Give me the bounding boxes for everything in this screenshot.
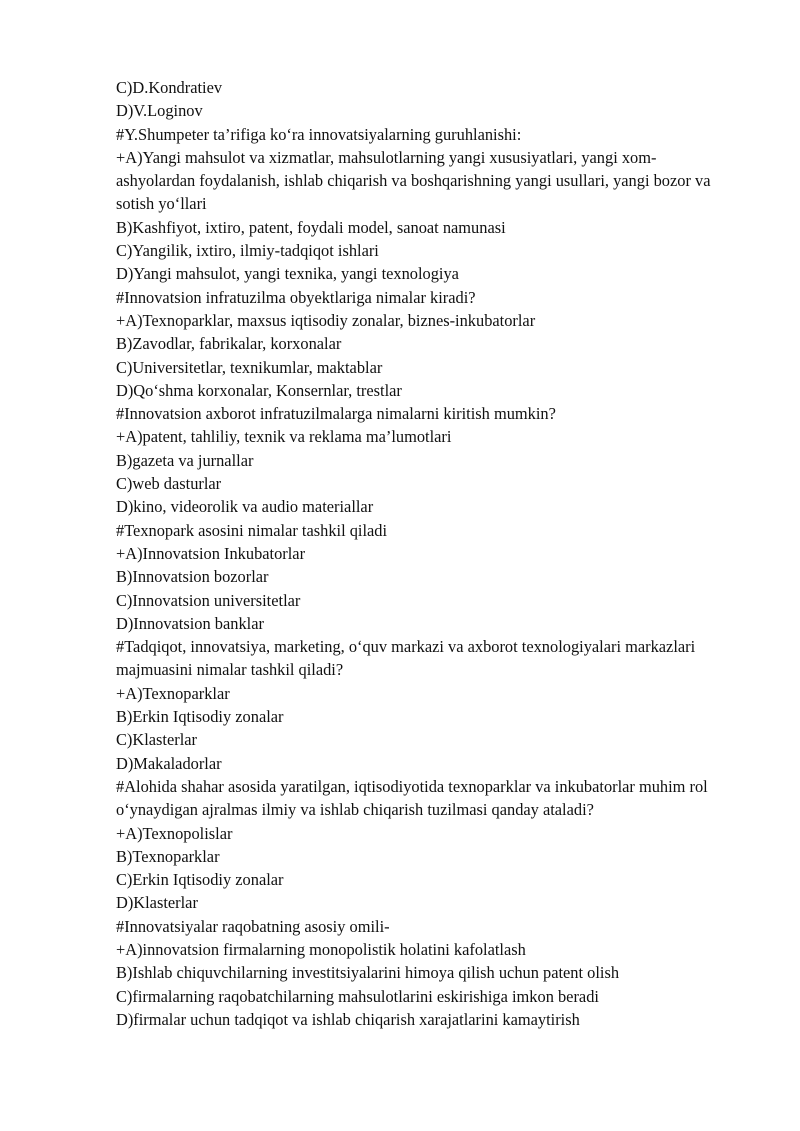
correct-answer: +A)patent, tahliliy, texnik va reklama ma’lumotlari xyxy=(116,427,452,447)
answer-option: D)Makaladorlar xyxy=(116,753,222,773)
question: #Alohida shahar asosida yaratilgan, iqtisodiyotida texnoparklar va inkubatorlar muhim rol o‘ynaydigan ajralmas ilmiy va ishlab chiqarish tuzilmasi qanday ataladi? xyxy=(116,776,708,820)
answer-option: D)kino, videorolik va audio materiallar xyxy=(116,497,374,517)
correct-answer: +A)Texnoparklar, maxsus iqtisodiy zonalar, biznes-inkubatorlar xyxy=(116,310,536,330)
answer-option: D)Innovatsion banklar xyxy=(116,613,264,633)
answer-option: B)Ishlab chiquvchilarning investitsiyalarini himoya qilish uchun patent olish xyxy=(116,963,620,983)
correct-answer: +A)Innovatsion Inkubatorlar xyxy=(116,543,306,563)
answer-option: C)Innovatsion universitetlar xyxy=(116,590,301,610)
answer-option: D)Yangi mahsulot, yangi texnika, yangi texnologiya xyxy=(116,264,459,284)
question: #Innovatsion axborot infratuzilmalarga nimalarni kiritish mumkin? xyxy=(116,404,556,424)
answer-option: C)Klasterlar xyxy=(116,730,198,750)
answer-option: B)Innovatsion bozorlar xyxy=(116,567,269,587)
answer-option: B)Erkin Iqtisodiy zonalar xyxy=(116,707,284,727)
question: #Innovatsiyalar raqobatning asosiy omili- xyxy=(116,916,390,936)
question: #Texnopark asosini nimalar tashkil qiladi xyxy=(116,520,388,540)
correct-answer: +A)Texnoparklar xyxy=(116,683,230,703)
answer-option: B)Texnoparklar xyxy=(116,846,220,866)
answer-option: C)web dasturlar xyxy=(116,474,222,494)
answer-option: B)gazeta va jurnallar xyxy=(116,450,254,470)
correct-answer: +A)Texnopolislar xyxy=(116,823,233,843)
answer-option: C)Universitetlar, texnikumlar, maktablar xyxy=(116,357,383,377)
answer-option: D)V.Loginov xyxy=(116,101,203,121)
question: #Innovatsion infratuzilma obyektlariga nimalar kiradi? xyxy=(116,287,476,307)
answer-option: D)Qo‘shma korxonalar, Konsernlar, trestlar xyxy=(116,380,402,400)
answer-option: D)Klasterlar xyxy=(116,893,198,913)
answer-option: B)Zavodlar, fabrikalar, korxonalar xyxy=(116,334,342,354)
answer-option: C)Erkin Iqtisodiy zonalar xyxy=(116,870,284,890)
answer-option: C)firmalarning raqobatchilarning mahsulotlarini eskirishiga imkon beradi xyxy=(116,986,599,1006)
correct-answer: +A)Yangi mahsulot va xizmatlar, mahsulotlarning yangi xususiyatlari, yangi xom-ashyolardan foydalanish, ishlab chiqarish va boshqarishning yangi usullari, yangi bozor va sotish yo‘llari xyxy=(116,147,711,214)
answer-option: D)firmalar uchun tadqiqot va ishlab chiqarish xarajatlarini kamaytirish xyxy=(116,1009,580,1029)
answer-option: C)D.Kondratiev xyxy=(116,78,223,97)
answer-option: B)Kashfiyot, ixtiro, patent, foydali model, sanoat namunasi xyxy=(116,217,506,237)
question: #Y.Shumpeter ta’rifiga ko‘ra innovatsiyalarning guruhlanishi: xyxy=(116,124,522,144)
correct-answer: +A)innovatsion firmalarning monopolistik holatini kafolatlash xyxy=(116,939,526,959)
question: #Tadqiqot, innovatsiya, marketing, o‘quv markazi va axborot texnologiyalari markazlari majmuasini nimalar tashkil qiladi? xyxy=(116,637,696,680)
answer-option: C)Yangilik, ixtiro, ilmiy-tadqiqot ishlari xyxy=(116,241,379,261)
document-page xyxy=(116,76,716,1031)
